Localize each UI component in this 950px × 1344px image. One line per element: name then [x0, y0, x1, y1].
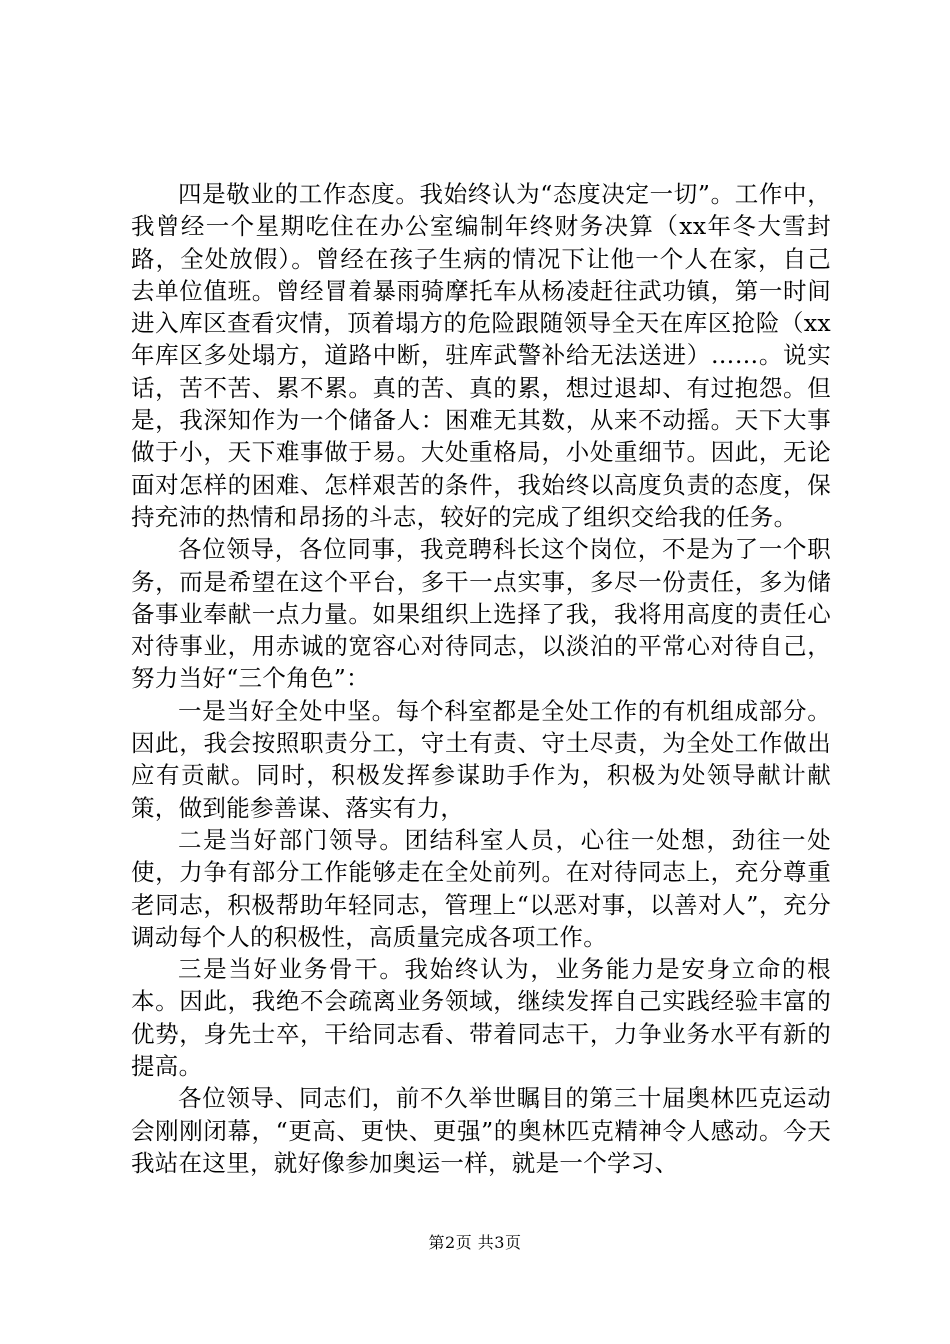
paragraph-role-two: 二是当好部门领导。团结科室人员，心往一处想，劲往一处使，力争有部分工作能够走在全处前列。在对待同志上，充分尊重老同志，积极帮助年轻同志，管理上“以恶对事，以善对人”，充分调动每个人的积极性，高质量完成各项工作。 [131, 825, 831, 951]
paragraph-role-three: 三是当好业务骨干。我始终认为，业务能力是安身立命的根本。因此，我绝不会疏离业务领域，继续发挥自己实践经验丰富的优势，身先士卒，干给同志看、带着同志干，力争业务水平有新的提高。 [131, 955, 831, 1081]
document-body [131, 178, 831, 1179]
paragraph-role-one: 一是当好全处中坚。每个科室都是全处工作的有机组成部分。因此，我会按照职责分工，守土有责、守土尽责，为全处工作做出应有贡献。同时，积极发挥参谋助手作为，积极为处领导献计献策，做到能参善谋、落实有力， [131, 696, 831, 822]
paragraph-work-attitude: 四是敬业的工作态度。我始终认为“态度决定一切”。工作中，我曾经一个星期吃住在办公室编制年终财务决算（xx年冬大雪封路，全处放假）。曾经在孩子生病的情况下让他一个人在家，自己去单位值班。曾经冒着暴雨骑摩托车从杨凌赶往武功镇，第一时间进入库区查看灾情，顶着塌方的危险跟随领导全天在库区抢险（xx年库区多处塌方，道路中断，驻库武警补给无法送进）……。说实话，苦不苦、累不累。真的苦、真的累，想过退却、有过抱怨。但是，我深知作为一个储备人：困难无其数，从来不动摇。天下大事做于小，天下难事做于易。大处重格局，小处重细节。因此，无论面对怎样的困难、怎样艰苦的条件，我始终以高度负责的态度，保持充沛的热情和昂扬的斗志，较好的完成了组织交给我的任务。 [131, 180, 831, 531]
paragraph-competition-purpose: 各位领导，各位同事，我竞聘科长这个岗位，不是为了一个职务，而是希望在这个平台，多干一点实事，多尽一份责任，多为储备事业奉献一点力量。如果组织上选择了我，我将用高度的责任心对待事业，用赤诚的宽容心对待同志，以淡泊的平常心对待自己，努力当好“三个角色”： [131, 535, 831, 693]
paragraph-closing: 各位领导、同志们，前不久举世瞩目的第三十届奥林匹克运动会刚刚闭幕，“更高、更快、更强”的奥林匹克精神令人感动。今天我站在这里，就好像参加奥运一样，就是一个学习、 [131, 1084, 831, 1177]
page-footer [0, 1233, 950, 1253]
page-number-label: 第2页 共3页 [428, 1233, 522, 1252]
